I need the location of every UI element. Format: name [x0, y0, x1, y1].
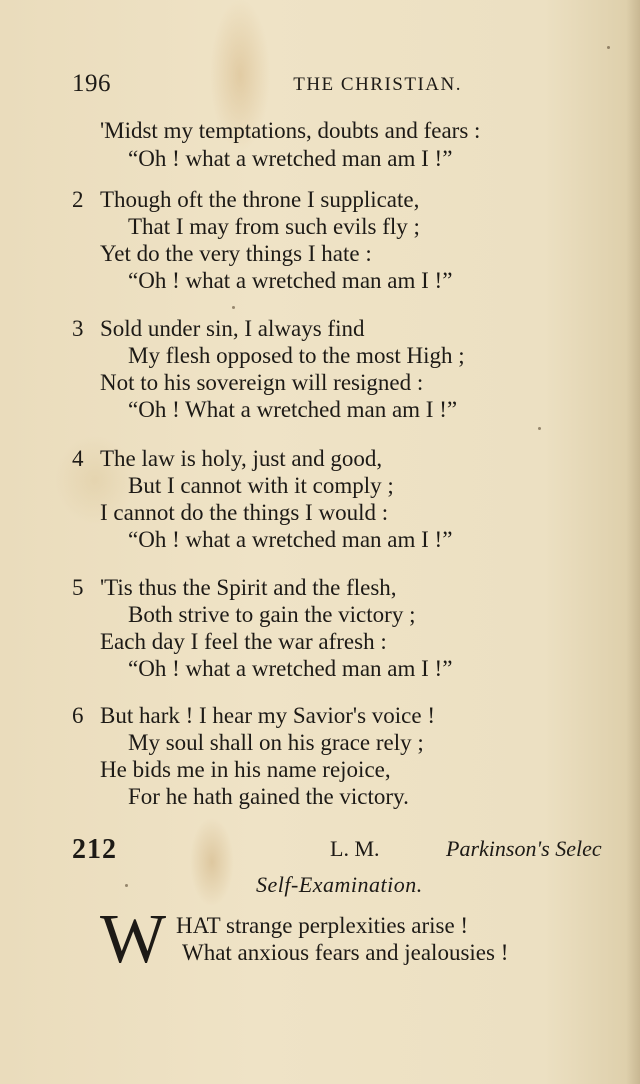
- verse-line: What anxious fears and jealousies !: [182, 940, 509, 965]
- paper-speck: [607, 46, 610, 49]
- stanza-number: 6: [72, 703, 84, 728]
- verse-line: But I cannot with it comply ;: [128, 473, 394, 498]
- verse-line: Not to his sovereign will resigned :: [100, 370, 424, 395]
- verse-line: “Oh ! what a wretched man am I !”: [128, 268, 453, 293]
- page-number: 196: [72, 70, 111, 97]
- verse-line: My flesh opposed to the most High ;: [128, 343, 465, 368]
- hymn-title: Self-Examination.: [256, 872, 423, 897]
- verse-line: Sold under sin, I always find: [100, 316, 365, 341]
- verse-line: My soul shall on his grace rely ;: [128, 730, 424, 755]
- hymn-number: 212: [72, 834, 117, 865]
- verse-line: He bids me in his name rejoice,: [100, 757, 391, 782]
- verse-line: 'Tis thus the Spirit and the flesh,: [100, 575, 397, 600]
- page-edge-shadow: [626, 0, 640, 1084]
- running-head: THE CHRISTIAN.: [293, 74, 462, 95]
- hymn-meter: L. M.: [330, 836, 380, 861]
- verse-line: Yet do the very things I hate :: [100, 241, 372, 266]
- verse-line: “Oh ! what a wretched man am I !”: [128, 146, 453, 171]
- verse-line: HAT strange perplexities arise !: [176, 913, 469, 938]
- verse-line: For he hath gained the victory.: [128, 784, 409, 809]
- verse-line: “Oh ! what a wretched man am I !”: [128, 527, 453, 552]
- verse-line: 'Midst my temptations, doubts and fears :: [100, 118, 481, 143]
- verse-line: “Oh ! what a wretched man am I !”: [128, 656, 453, 681]
- paper-speck: [125, 884, 128, 887]
- stanza-number: 5: [72, 575, 84, 600]
- verse-line: I cannot do the things I would :: [100, 500, 389, 525]
- verse-line: “Oh ! What a wretched man am I !”: [128, 397, 458, 422]
- stanza-number: 3: [72, 316, 84, 341]
- verse-line: But hark ! I hear my Savior's voice !: [100, 703, 435, 728]
- page-header: [72, 70, 462, 104]
- stanza-number: 4: [72, 446, 84, 471]
- verse-line: Both strive to gain the victory ;: [128, 602, 416, 627]
- verse-line: The law is holy, just and good,: [100, 446, 383, 471]
- verse-line: Each day I feel the war afresh :: [100, 629, 387, 654]
- paper-speck: [232, 306, 235, 309]
- verse-line: Though oft the throne I supplicate,: [100, 187, 420, 212]
- drop-cap: W: [100, 901, 167, 978]
- hymn-tune: Parkinson's Selec: [446, 836, 602, 861]
- paper-speck: [538, 427, 541, 430]
- verse-line: That I may from such evils fly ;: [128, 214, 420, 239]
- stanza-number: 2: [72, 187, 84, 212]
